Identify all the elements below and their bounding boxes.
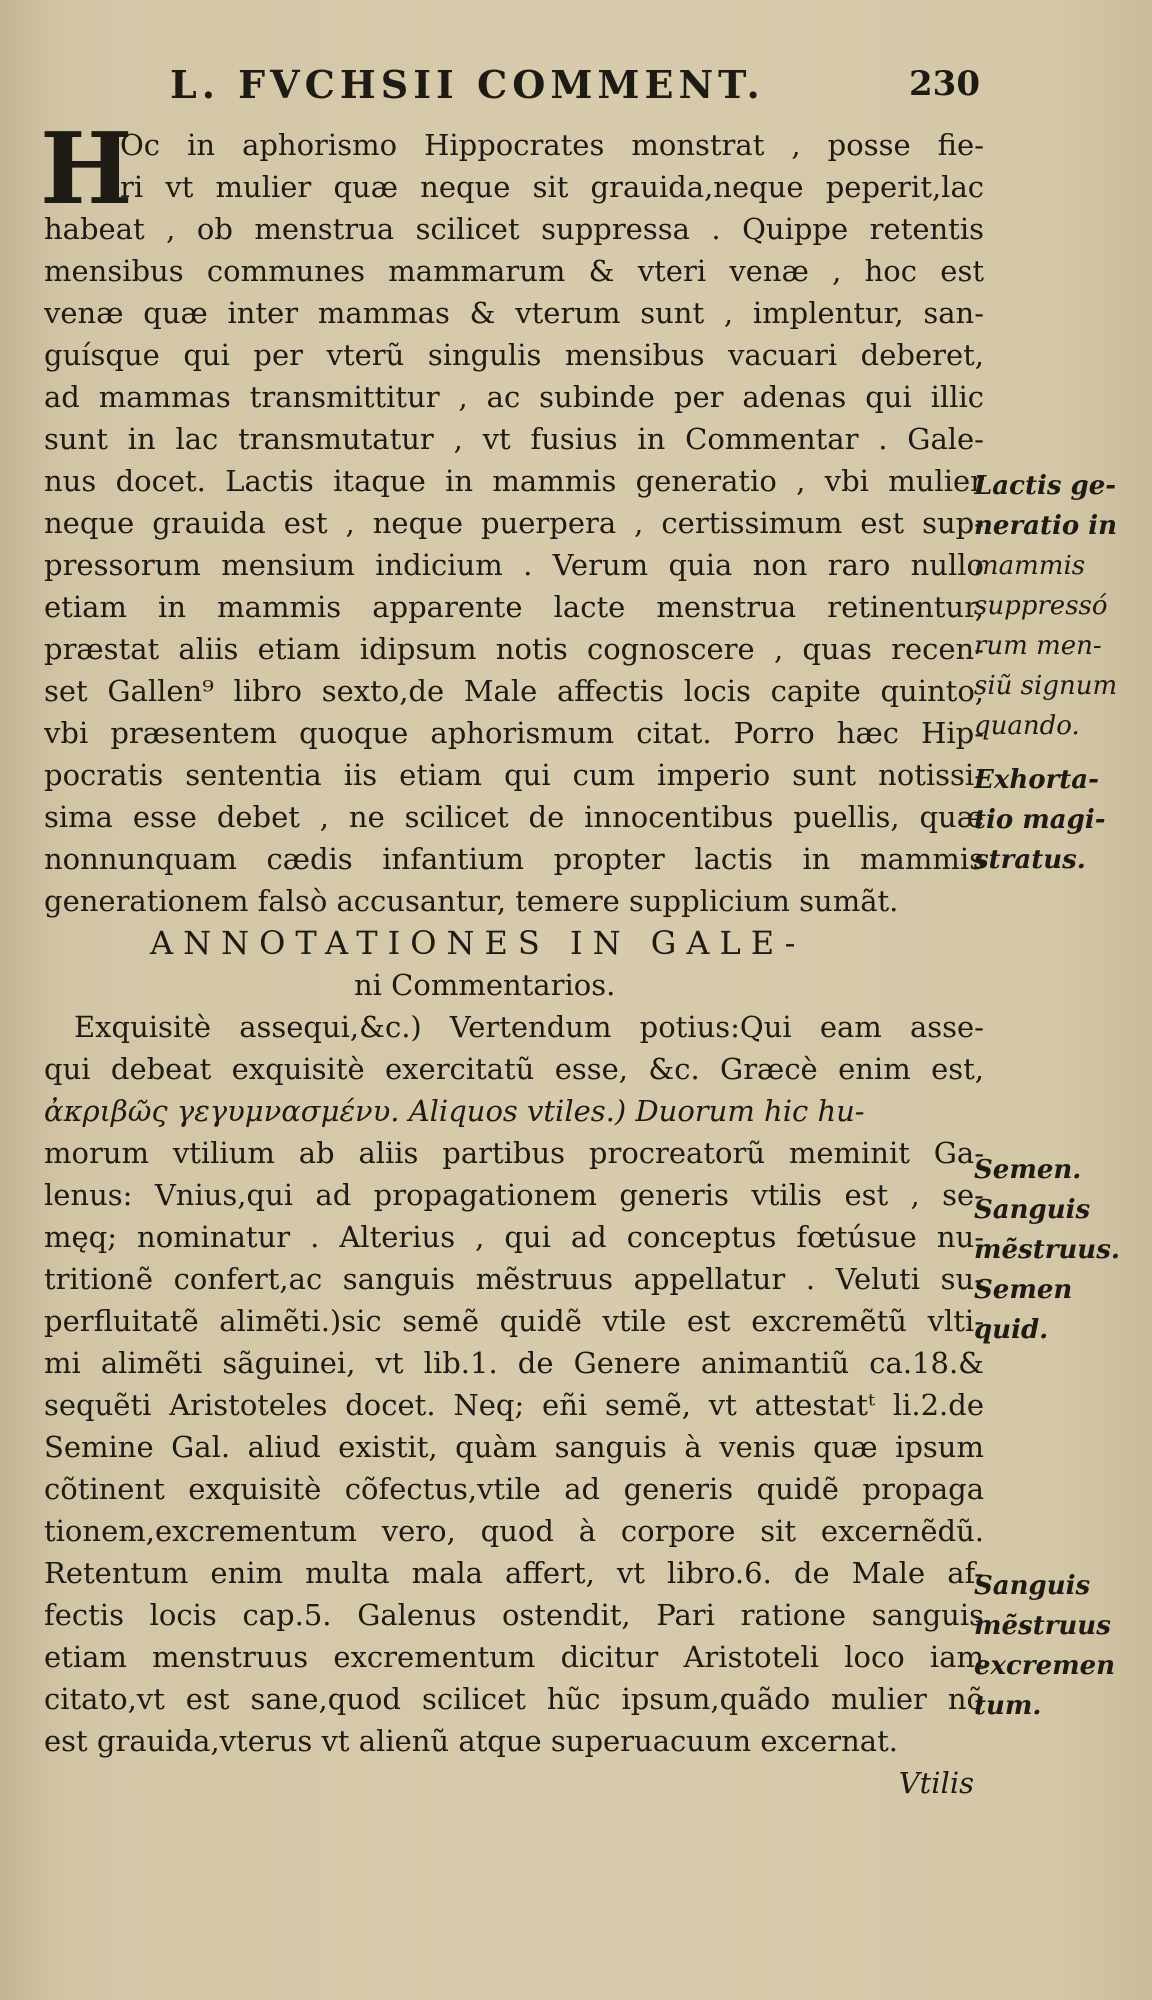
margin-note-exhortatio [974,760,1152,880]
margin-line: Semen. [974,1155,1082,1185]
annotation-line: perfluitatẽ alimẽti.)sic semẽ quidẽ vtile est excremẽtũ vlti- [44,1304,984,1338]
annotation-line: sequẽti Aristoteles docet. Neq; eñi semẽ, vt attestatᵗ li.2.de [44,1388,984,1422]
annotation-line: tionem,excrementum vero, quod à corpore sit excernẽdũ. [44,1514,984,1548]
annotation-line: cõtinent exquisitè cõfectus,vtile ad generis quidẽ propaga [44,1472,984,1506]
annotation-line: qui debeat exquisitè exercitatũ esse, &c. Græcè enim est, [44,1052,984,1086]
margin-line: mẽstruus [974,1611,1111,1641]
annotation-line: Retentum enim multa mala affert, vt libro.6. de Male af- [44,1556,984,1590]
margin-note-semen [974,1150,1152,1350]
margin-line: Semen [974,1275,1073,1305]
text-line: habeat , ob menstrua scilicet suppressa . Quippe retentis [44,212,984,246]
margin-line: quando. [974,711,1080,741]
running-header [170,62,980,112]
margin-line: mammis [974,551,1086,581]
text-line: nus docet. Lactis itaque in mammis generatio , vbi mulier [44,464,984,498]
running-title: L. FVCHSII COMMENT. [170,62,765,107]
annotation-line: mi alimẽti sãguinei, vt lib.1. de Genere animantiũ ca.18.& [44,1346,984,1380]
text-line: vbi præsentem quoque aphorismum citat. Porro hæc Hip- [44,716,984,750]
margin-note-lactis [974,466,1152,746]
annotation-line: tritionẽ confert,ac sanguis mẽstruus appellatur . Veluti su- [44,1262,984,1296]
annotation-line: męq; nominatur . Alterius , qui ad conceptus fœtúsue nu- [44,1220,984,1254]
text-line: generationem falsò accusantur, temere supplicium sumãt. [44,884,899,918]
margin-line: stratus. [974,845,1086,875]
margin-line: mẽstruus. [974,1235,1120,1265]
annotation-line: Exquisitè assequi,&c.) Vertendum potius:Qui eam asse- [74,1010,984,1044]
annotation-line: etiam menstruus excrementum dicitur Aristoteli loco iam [44,1640,984,1674]
margin-line: tum. [974,1691,1042,1721]
margin-line: Lactis ge- [974,471,1117,501]
margin-line: Sanguis [974,1195,1091,1225]
catchword: Vtilis [898,1766,974,1800]
margin-line: neratio in [974,511,1118,541]
annotation-line: Semine Gal. aliud existit, quàm sanguis à venis quæ ipsum [44,1430,984,1464]
margin-line: rum men- [974,631,1102,661]
margin-line: tio magi- [974,805,1106,835]
text-line: pressorum mensium indicium . Verum quia non raro nullo [44,548,984,582]
text-line: sima esse debet , ne scilicet de innocentibus puellis, quæ [44,800,984,834]
annotation-line: lenus: Vnius,qui ad propagationem generis vtilis est , se- [44,1178,984,1212]
drop-capital: H [40,112,133,227]
text-line: Oc in aphorismo Hippocrates monstrat , posse fie- [120,128,984,162]
margin-line: siũ signum [974,671,1118,701]
annotation-line: fectis locis cap.5. Galenus ostendit, Pari ratione sanguis [44,1598,984,1632]
text-line: ad mammas transmittitur , ac subinde per adenas qui illic [44,380,984,414]
section-heading-continued: ni Commentarios. [354,968,616,1002]
text-line: neque grauida est , neque puerpera , certissimum est sup- [44,506,984,540]
text-line: sunt in lac transmutatur , vt fusius in Commentar . Gale- [44,422,984,456]
margin-line: quid. [974,1315,1049,1345]
annotation-line: morum vtilium ab aliis partibus procreatorũ meminit Ga- [44,1136,984,1170]
text-line: nonnunquam cædis infantium propter lactis in mammis [44,842,984,876]
text-line: pocratis sententia iis etiam qui cum imperio sunt notissi- [44,758,984,792]
annotation-line: citato,vt est sane,quod scilicet hũc ipsum,quãdo mulier nõ [44,1682,984,1716]
margin-line: suppressó [974,591,1108,621]
margin-line: Exhorta- [974,765,1099,795]
margin-note-sanguis [974,1566,1152,1726]
text-line: guísque qui per vterũ singulis mensibus vacuari deberet, [44,338,984,372]
margin-line: Sanguis [974,1571,1091,1601]
annotation-line: est grauida,vterus vt alienũ atque superuacuum excernat. [44,1724,898,1758]
text-line: set Gallen⁹ libro sexto,de Male affectis locis capite quinto, [44,674,984,708]
margin-line: excremen [974,1651,1116,1681]
main-text-block [44,124,984,1804]
section-heading: ANNOTATIONES IN GALE- [150,924,806,962]
text-line: præstat aliis etiam idipsum notis cognoscere , quas recen- [44,632,984,666]
text-line: venæ quæ inter mammas & vterum sunt , implentur, san- [44,296,984,330]
text-line: ri vt mulier quæ neque sit grauida,neque peperit,lac [120,170,984,204]
folio-number: 230 [909,64,980,104]
annotation-line-greek: ἀκριβῶς γεγυμνασμένυ. Aliquos vtiles.) Duorum hic hu- [44,1094,865,1128]
text-line: mensibus communes mammarum & vteri venæ , hoc est [44,254,984,288]
text-line: etiam in mammis apparente lacte menstrua retinentur, [44,590,984,624]
